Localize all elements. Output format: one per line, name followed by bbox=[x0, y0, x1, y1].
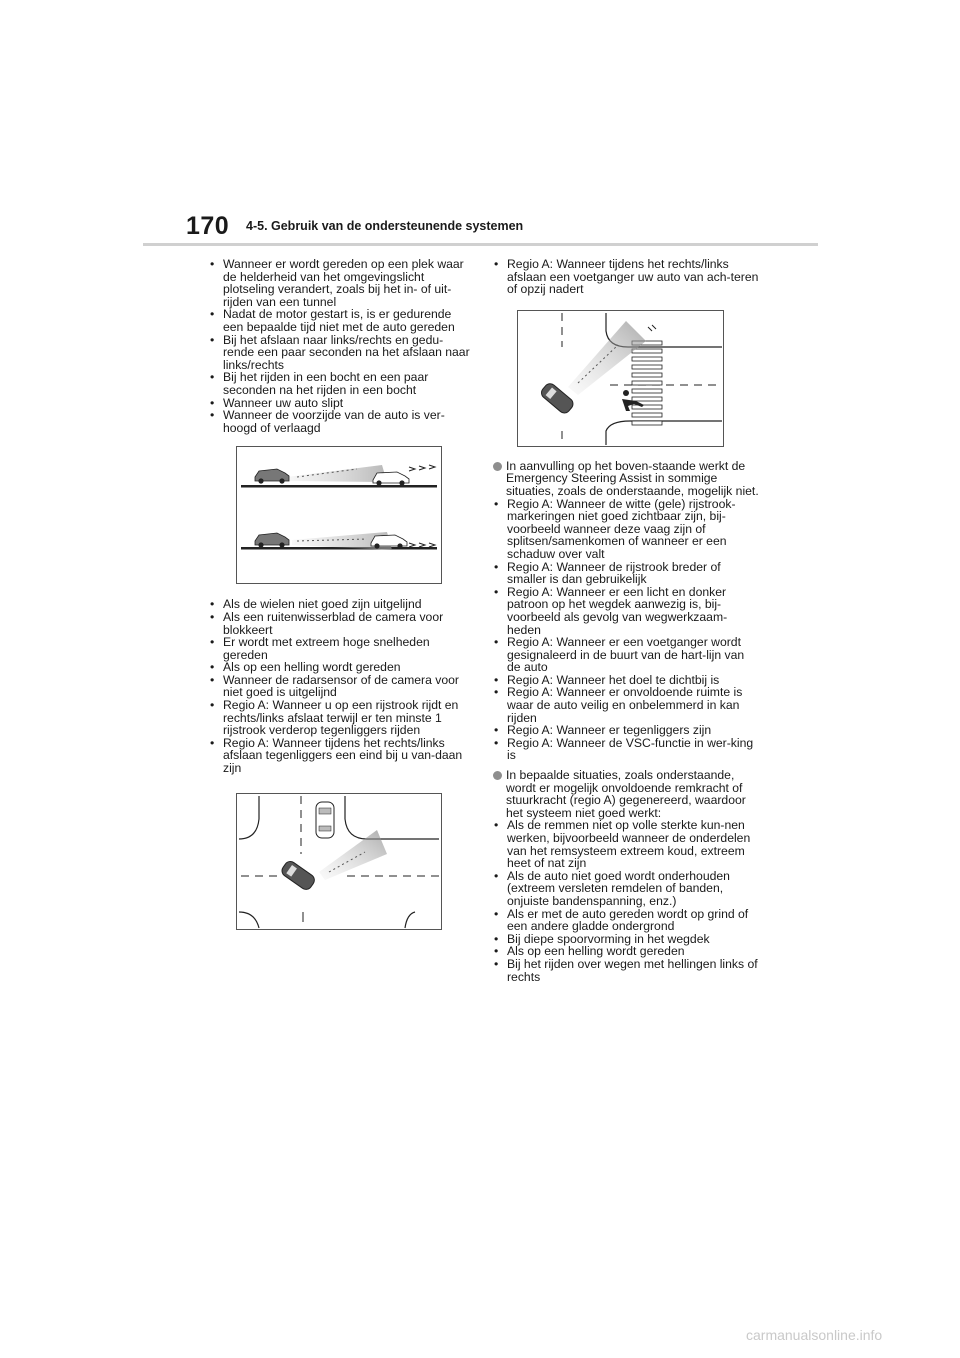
page-number: 170 bbox=[186, 212, 230, 240]
intersection-drawing bbox=[237, 794, 441, 929]
list-item: • Wanneer de radarsensor of de camera voor niet goed is uitgelijnd bbox=[209, 674, 471, 699]
bullet-list-mid-right bbox=[493, 498, 761, 762]
list-item: • Regio A: Wanneer de witte (gele) rijstrook-markeringen niet goed zichtbaar zijn, bij-voorbeeld wanneer deze vaag zijn of splitsen/samenkomen of wanneer er een schaduw over valt bbox=[493, 498, 761, 561]
car-icon bbox=[280, 859, 317, 892]
list-item: • Als de wielen niet goed zijn uitgelijnd bbox=[209, 598, 471, 611]
list-item: • Als een ruitenwisserblad de camera voor blokkeert bbox=[209, 611, 471, 636]
watermark: carmanualsonline.info bbox=[746, 1327, 883, 1343]
list-item: • Als de auto niet goed wordt onderhouden (extreem versleten remdelen of banden, onjuiste bandenspanning, enz.) bbox=[493, 870, 761, 908]
list-item: • Wanneer de voorzijde van de auto is ver-hoogd of verlaagd bbox=[209, 409, 471, 434]
paragraph-text: In aanvulling op het boven-staande werkt de Emergency Steering Assist in sommige situaties, zoals de onderstaande, mogelijk niet. bbox=[506, 458, 759, 498]
list-item: • Bij het afslaan naar links/rechts en gedu-rende een paar seconden na het afslaan naar links/rechts bbox=[209, 334, 471, 372]
header-divider bbox=[143, 243, 818, 246]
paragraph-ess-limitations bbox=[493, 460, 761, 498]
list-item: • Wanneer uw auto slipt bbox=[209, 397, 471, 410]
bullet-list-bottom-right bbox=[493, 819, 761, 983]
illustration-curve-road bbox=[236, 446, 442, 584]
list-item: • Regio A: Wanneer tijdens het rechts/links afslaan tegenliggers een eind bij u van-daan zijn bbox=[209, 737, 471, 775]
list-item: • Regio A: Wanneer de rijstrook breder of smaller is dan gebruikelijk bbox=[493, 561, 761, 586]
list-item: • Als de remmen niet op volle sterkte kun-nen werken, bijvoorbeeld wanneer de onderdelen van het remsysteem extreem koud, extreem heet of nat zijn bbox=[493, 819, 761, 869]
paragraph-braking-force bbox=[493, 769, 761, 819]
list-item: • Regio A: Wanneer er tegenliggers zijn bbox=[493, 724, 761, 737]
circle-bullet-icon bbox=[493, 771, 502, 780]
list-item: • Regio A: Wanneer tijdens het rechts/links afslaan een voetganger uw auto van ach-teren of opzij nadert bbox=[493, 258, 761, 296]
list-item: • Regio A: Wanneer er een voetganger wordt gesignaleerd in de buurt van de hart-lijn van de auto bbox=[493, 636, 761, 674]
bullet-list-top-left bbox=[209, 258, 471, 434]
bullet-list-bottom-left bbox=[209, 598, 471, 774]
bullet-list-top-right bbox=[493, 258, 761, 296]
crosswalk-stripes bbox=[632, 341, 662, 425]
car-icon bbox=[316, 802, 334, 838]
list-item: • Regio A: Wanneer er onvoldoende ruimte is waar de auto veilig en onbelemmerd in kan rijden bbox=[493, 686, 761, 724]
list-item: • Regio A: Wanneer er een licht en donker patroon op het wegdek aanwezig is, bij-voorbeeld als gevolg van wegwerkzaam-heden bbox=[493, 586, 761, 636]
list-item: • Regio A: Wanneer u op een rijstrook rijdt en rechts/links afslaat terwijl er ten minste 1 rijstrook verderop tegenliggers rijden bbox=[209, 699, 471, 737]
section-title: 4-5. Gebruik van de ondersteunende systemen bbox=[246, 219, 524, 233]
pedestrian-crossing-drawing bbox=[518, 311, 723, 446]
curve-road-drawing bbox=[237, 447, 441, 583]
illustration-pedestrian-crossing bbox=[517, 310, 724, 447]
list-item: • Bij diepe spoorvorming in het wegdek bbox=[493, 933, 761, 946]
car-icon bbox=[255, 533, 289, 548]
list-item: • Als op een helling wordt gereden bbox=[209, 661, 471, 674]
illustration-intersection-oncoming bbox=[236, 793, 442, 930]
right-column bbox=[493, 258, 761, 983]
car-icon bbox=[373, 472, 409, 486]
list-item: • Bij het rijden in een bocht en een paar seconden na het rijden in een bocht bbox=[209, 371, 471, 396]
list-item: • Bij het rijden over wegen met hellingen links of rechts bbox=[493, 958, 761, 983]
left-column bbox=[209, 258, 471, 930]
list-item: • Als er met de auto gereden wordt op grind of een andere gladde ondergrond bbox=[493, 908, 761, 933]
list-item: • Er wordt met extreem hoge snelheden gereden bbox=[209, 636, 471, 661]
list-item: • Nadat de motor gestart is, is er gedurende een bepaalde tijd niet met de auto gereden bbox=[209, 308, 471, 333]
list-item: • Regio A: Wanneer de VSC-functie in wer-king is bbox=[493, 737, 761, 762]
list-item: • Wanneer er wordt gereden op een plek waar de helderheid van het omgevingslicht plotseling verandert, zoals bij het in- of uit-rijden van een tunnel bbox=[209, 258, 471, 308]
car-icon bbox=[255, 469, 289, 484]
paragraph-text: In bepaalde situaties, zoals onderstaande, wordt er mogelijk onvoldoende remkracht of stuurkracht (regio A) gegenereerd, waardoor het systeem niet goed werkt: bbox=[506, 768, 746, 820]
list-item: • Als op een helling wordt gereden bbox=[493, 945, 761, 958]
circle-bullet-icon bbox=[493, 462, 502, 471]
list-item: • Regio A: Wanneer het doel te dichtbij is bbox=[493, 674, 761, 687]
